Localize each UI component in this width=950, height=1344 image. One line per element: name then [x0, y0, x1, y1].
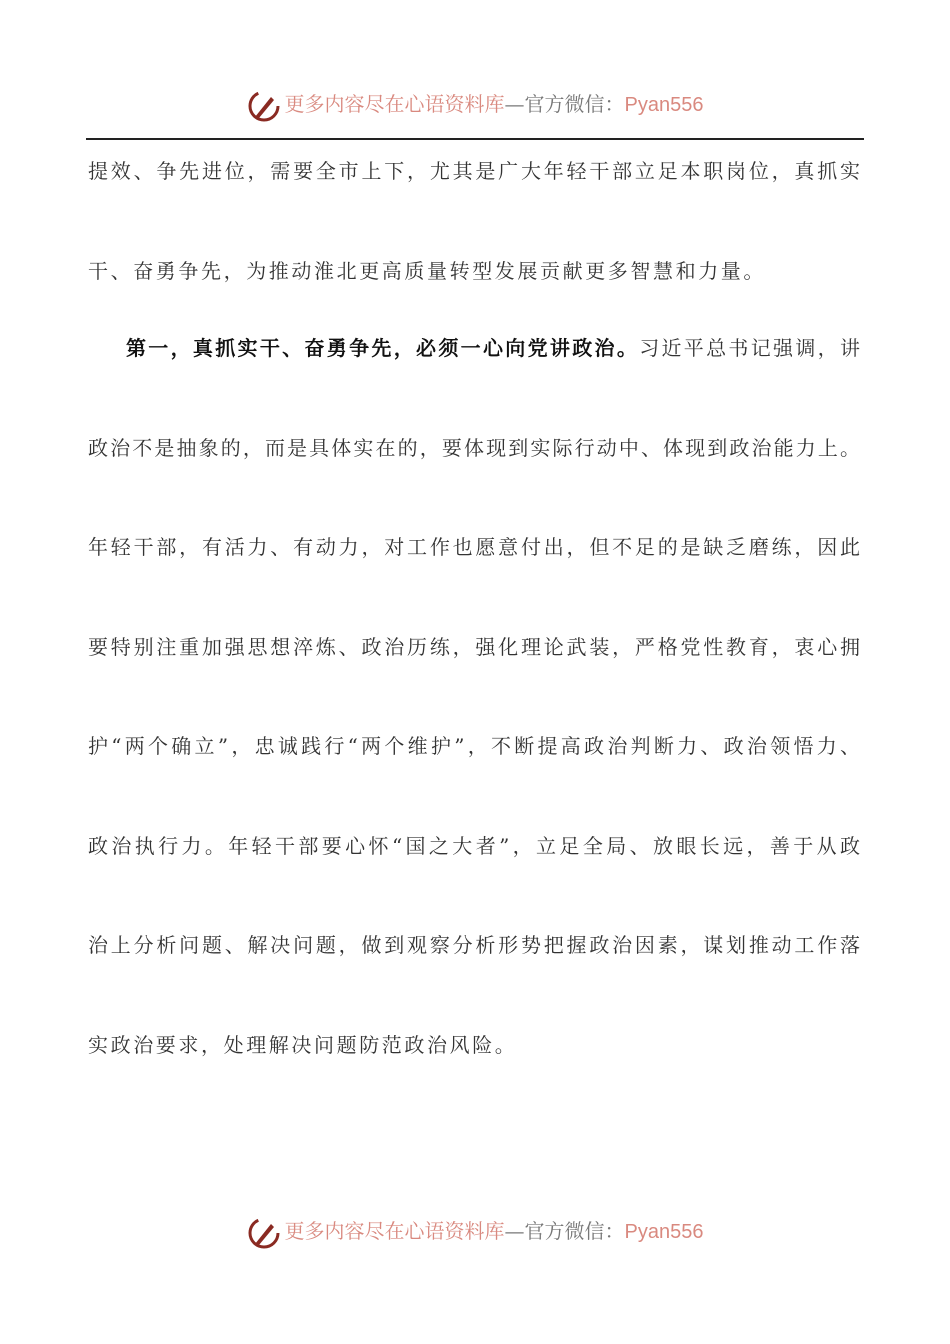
footer-promo-text: 更多内容尽在心语资料库	[284, 1219, 505, 1243]
paragraph-start	[126, 334, 860, 362]
header-promo-text: 更多内容尽在心语资料库	[284, 92, 505, 116]
header-wechat-label: —官方微信：	[504, 92, 625, 116]
body-line: 干、奋勇争先，为推动淮北更高质量转型发展贡献更多智慧和力量。	[88, 259, 766, 283]
body-line: 提效、争先进位，需要全市上下，尤其是广大年轻干部立足本职岗位，真抓实	[88, 159, 860, 183]
body-line: 护“两个确立”，忠诚践行“两个维护”，不断提高政治判断力、政治领悟力、	[88, 734, 860, 758]
quill-logo-icon	[247, 89, 281, 123]
quill-logo-icon	[247, 1216, 281, 1250]
body-line: 实政治要求，处理解决问题防范政治风险。	[88, 1033, 518, 1057]
body-line: 要特别注重加强思想淬炼、政治历练，强化理论武装，严格党性教育，衷心拥	[88, 635, 860, 659]
body-line: 政治不是抽象的，而是具体实在的，要体现到实际行动中、体现到政治能力上。	[88, 436, 860, 460]
footer-wechat-id: Pyan556	[624, 1221, 704, 1243]
page-footer	[0, 1211, 950, 1251]
header-wechat-id: Pyan556	[624, 94, 704, 116]
page-header	[0, 84, 950, 124]
footer-wechat-label: —官方微信：	[504, 1219, 625, 1243]
bold-heading: 第一，真抓实干、奋勇争先，必须一心向党讲政治。	[126, 336, 640, 360]
body-text: 习近平总书记强调，讲	[639, 336, 860, 360]
body-line: 治上分析问题、解决问题，做到观察分析形势把握政治因素，谋划推动工作落	[88, 933, 860, 957]
header-divider	[86, 138, 864, 140]
body-line: 政治执行力。年轻干部要心怀“国之大者”，立足全局、放眼长远，善于从政	[88, 834, 860, 858]
body-line: 年轻干部，有活力、有动力，对工作也愿意付出，但不足的是缺乏磨练，因此	[88, 535, 860, 559]
